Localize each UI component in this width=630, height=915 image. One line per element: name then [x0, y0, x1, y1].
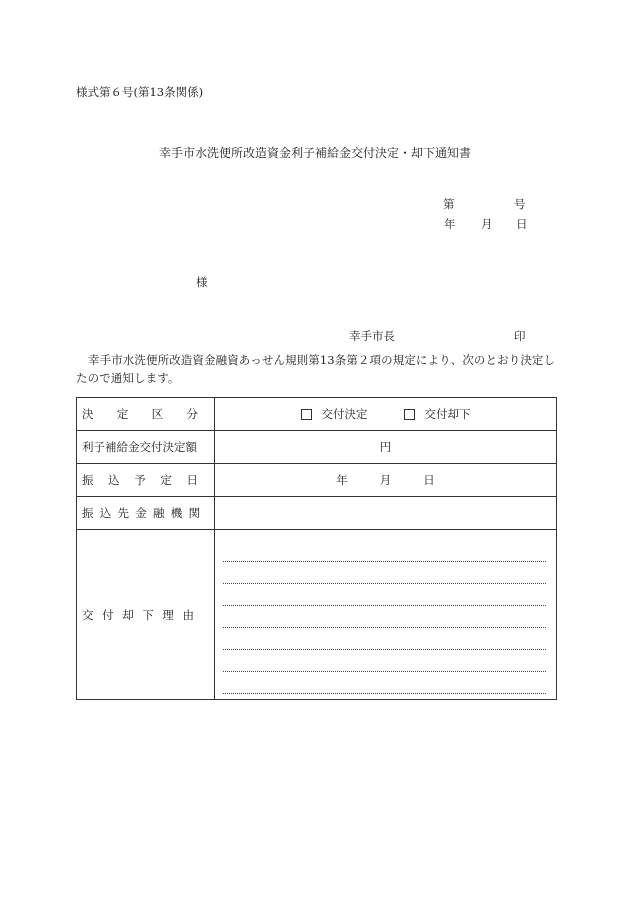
transfer-date-label: 振 込 予 定 日 — [77, 464, 215, 497]
reject-option[interactable]: 交付却下 — [404, 406, 471, 422]
notice-body-text: 幸手市水洗便所改造資金融資あっせん規則第13条第２項の規定により、次のとおり決定したので通知します。 — [76, 353, 556, 385]
issuer-name: 幸手市長 — [349, 329, 395, 343]
reject-reason-label: 交 付 却 下 理 由 — [77, 530, 215, 700]
reject-checkbox-icon[interactable] — [404, 409, 415, 420]
document-title: 幸手市水洗便所改造資金利子補給金交付決定・却下通知書 — [158, 146, 471, 160]
transfer-month: 月 — [379, 473, 392, 487]
grant-option[interactable]: 交付決定 — [301, 406, 368, 422]
decision-label — [77, 398, 215, 431]
addressee-honorific: 様 — [196, 275, 208, 289]
transfer-year: 年 — [336, 473, 348, 487]
notice-table — [76, 397, 557, 700]
grant-checkbox-icon[interactable] — [301, 409, 312, 420]
amount-label: 利子補給金交付決定額 — [77, 431, 215, 464]
reason-line — [223, 606, 546, 628]
amount-row — [77, 431, 557, 464]
reason-line — [223, 672, 546, 694]
decision-options — [215, 398, 557, 431]
decision-label-text: 決 定 区 分 — [82, 407, 198, 421]
form-number: 様式第６号(第13条関係) — [76, 85, 204, 99]
reason-line — [223, 628, 546, 650]
transfer-date-field[interactable] — [215, 464, 557, 497]
reason-line — [223, 650, 546, 672]
issue-number-suffix: 号 — [514, 197, 526, 211]
issue-year: 年 — [444, 217, 456, 231]
reject-reason-field[interactable] — [215, 530, 557, 700]
bank-row — [77, 497, 557, 530]
reason-line — [223, 540, 546, 562]
reject-reason-row — [77, 530, 557, 700]
amount-field[interactable] — [215, 431, 557, 464]
reason-line — [223, 584, 546, 606]
bank-field[interactable] — [215, 497, 557, 530]
transfer-date-row — [77, 464, 557, 497]
issue-month: 月 — [481, 217, 493, 231]
issue-day: 日 — [516, 217, 528, 231]
bank-label: 振 込 先 金 融 機 関 — [77, 497, 215, 530]
decision-row — [77, 398, 557, 431]
transfer-day: 日 — [423, 473, 435, 487]
issuer-seal: 印 — [514, 329, 526, 343]
amount-unit: 円 — [379, 440, 392, 454]
reason-line — [223, 562, 546, 584]
issue-number-prefix: 第 — [443, 197, 455, 211]
